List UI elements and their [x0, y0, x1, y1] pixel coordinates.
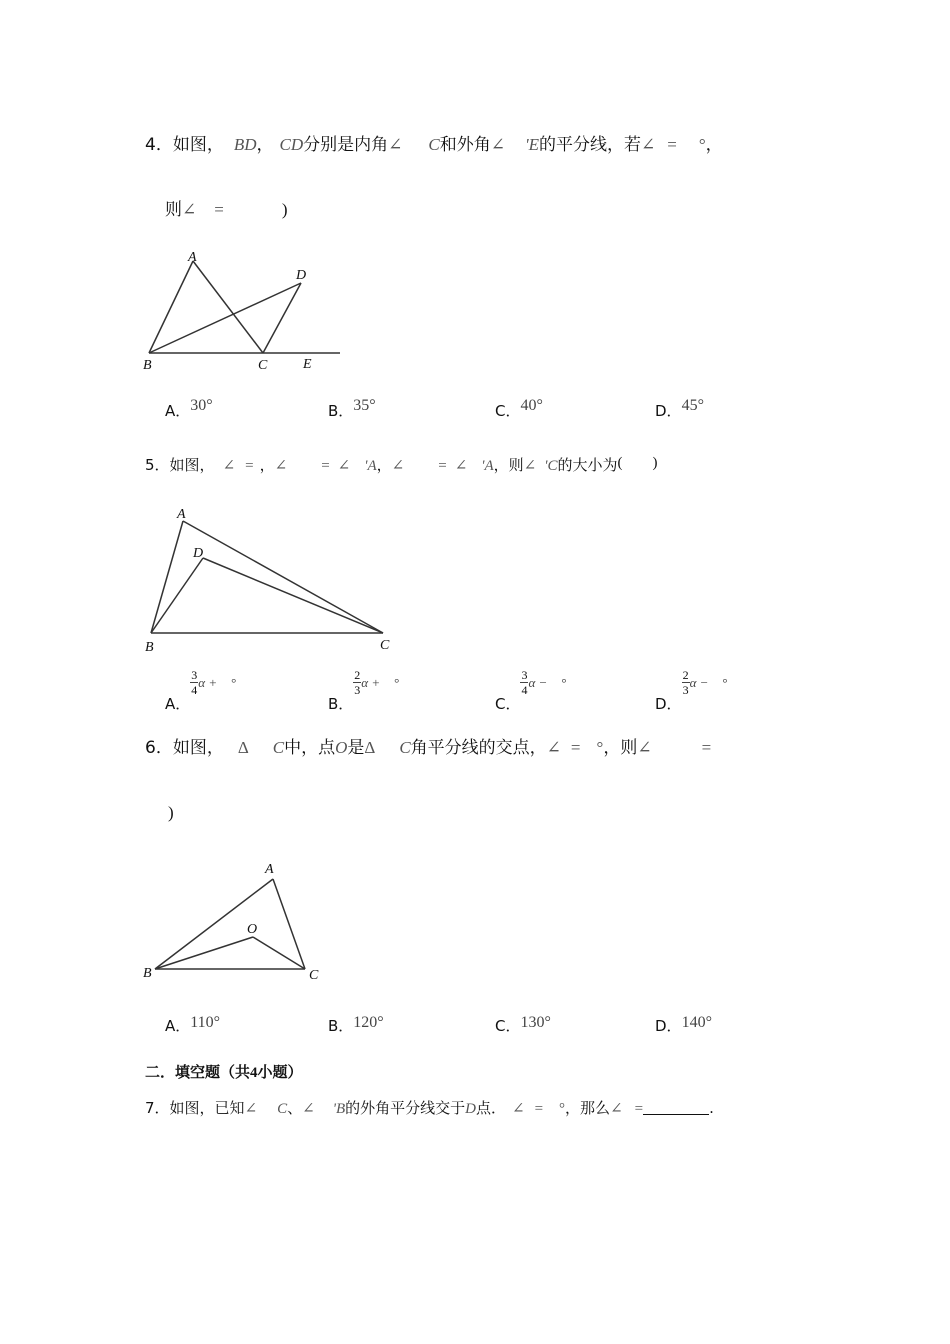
- q7-sep: 、: [287, 1099, 303, 1117]
- q5-option-d-frac: [682, 668, 690, 697]
- q5-number: 5．: [145, 456, 170, 474]
- q5-eq-3: =: [438, 458, 447, 474]
- q4-sep: ，: [256, 135, 274, 155]
- q4-text4: 的平分线，若: [539, 135, 641, 155]
- q5-option-c-den: 4: [521, 683, 528, 697]
- q4-option-a-value: 30°: [190, 397, 213, 414]
- q4-line-bd: [149, 283, 301, 353]
- q5-label-b: B: [145, 640, 154, 655]
- q5-text2: 的大小为: [557, 456, 618, 474]
- q5-option-c-label: C．: [495, 695, 521, 713]
- q5-option-a[interactable]: [165, 668, 236, 714]
- q4-option-c-label: C．: [495, 402, 521, 420]
- q4-option-b[interactable]: [328, 397, 376, 421]
- q6-option-b[interactable]: [328, 1015, 384, 1036]
- q6-stem-line1: [145, 733, 711, 758]
- q6-degree: °: [596, 738, 604, 757]
- q7-text2: 的外角平分线交于: [345, 1099, 466, 1117]
- q4-figure: [135, 245, 355, 375]
- q6-option-a[interactable]: [165, 1015, 220, 1036]
- q5-eq-1: =: [245, 458, 254, 474]
- q4-c: C: [428, 135, 440, 154]
- q6-option-d-label: D．: [655, 1017, 682, 1035]
- q5-comma-1: ，: [259, 456, 275, 474]
- q5-option-d-num: 2: [682, 668, 689, 682]
- q4-text2: 分别是内角: [303, 135, 389, 155]
- q4-option-a[interactable]: [165, 397, 213, 421]
- q5-angle-2: ∠: [274, 458, 288, 474]
- q6-option-c-value: 130°: [520, 1014, 551, 1031]
- q6-option-a-label: A．: [165, 1017, 191, 1035]
- q5-line-dc: [203, 558, 383, 633]
- q5-option-d-den: 3: [682, 683, 689, 697]
- q4-label-e: E: [303, 357, 312, 372]
- q6-stem-line2: [168, 803, 174, 823]
- q6-eq-2: =: [701, 738, 712, 757]
- q5-paren-open: (: [617, 455, 623, 471]
- q4-option-a-label: A．: [165, 402, 191, 420]
- q5-angle-4: ∠: [391, 458, 405, 474]
- q6-figure: [135, 855, 335, 985]
- q6-c-1: C: [272, 738, 285, 757]
- q6-delta-2: Δ: [364, 738, 376, 757]
- q4-equals: =: [667, 135, 677, 154]
- q5-option-b-deg: °: [394, 675, 400, 690]
- q6-line-bo: [155, 937, 253, 969]
- q6-angle-1: ∠: [546, 738, 561, 757]
- q4-text: 如图，: [172, 135, 224, 155]
- q6-then: ，则: [603, 738, 638, 758]
- q7-end: .: [709, 1099, 714, 1117]
- q5-label-d: D: [193, 546, 204, 561]
- q4-e: 'E: [524, 135, 539, 154]
- q4-cd: CD: [279, 135, 304, 154]
- q6-option-d-value: 140°: [681, 1014, 712, 1031]
- q4-degree: °: [698, 135, 706, 154]
- q5-option-a-num: 3: [191, 668, 198, 682]
- q6-text2: 中，点: [284, 738, 336, 758]
- q5-stem: [145, 454, 657, 475]
- q5-option-c[interactable]: [495, 668, 567, 714]
- q4-stem-line2: [165, 195, 288, 220]
- q5-option-a-deg: °: [231, 675, 237, 690]
- q6-text3: 是: [347, 738, 365, 758]
- q4-angle-symbol: ∠: [388, 135, 403, 154]
- q6-eq-1: =: [570, 738, 581, 757]
- q5-option-c-expr: α −: [528, 675, 548, 690]
- q4-option-d-value: 45°: [681, 397, 704, 414]
- q7-d: D: [465, 1101, 476, 1117]
- q7-text4: ，那么: [565, 1099, 611, 1117]
- q6-o: O: [335, 738, 348, 757]
- q4-label-b: B: [143, 358, 152, 373]
- q5-text: 如图，: [169, 456, 215, 474]
- q4-equals-2: =: [214, 200, 224, 219]
- q5-option-d[interactable]: [655, 668, 728, 714]
- section-fill-in-title: [145, 1061, 303, 1082]
- q7-degree: °: [559, 1101, 566, 1117]
- q4-comma: ，: [705, 135, 723, 155]
- q5-option-b-expr: α +: [361, 675, 381, 690]
- q5-a-ref-1: 'A: [364, 458, 377, 474]
- section-title-rest: 小题）: [257, 1063, 303, 1081]
- q6-option-c[interactable]: [495, 1015, 551, 1036]
- q5-then: ，则: [493, 456, 524, 474]
- q7-answer-blank[interactable]: [643, 1100, 709, 1115]
- q7-number: 7．: [145, 1099, 170, 1117]
- q7-eq-1: =: [534, 1101, 544, 1117]
- q6-text: 如图，: [172, 738, 224, 758]
- q4-stem-line1: [145, 130, 723, 155]
- q6-paren: ): [168, 803, 174, 822]
- q5-paren-close: ): [652, 455, 658, 471]
- section-title-text: 二．填空题（共: [145, 1063, 251, 1081]
- q7-angle-2: ∠: [302, 1101, 315, 1117]
- q7-c: C: [277, 1101, 288, 1117]
- q6-c-2: C: [399, 738, 411, 757]
- q4-text3: 和外角: [439, 135, 491, 155]
- q4-paren: ): [281, 200, 288, 219]
- q5-label-c: C: [380, 638, 390, 653]
- q5-option-a-den: 4: [191, 683, 198, 697]
- q6-number: 6．: [145, 738, 173, 758]
- q4-number: 4．: [145, 135, 173, 155]
- q6-option-b-value: 120°: [353, 1014, 384, 1031]
- q4-angle-symbol-4: ∠: [182, 200, 197, 219]
- q6-option-b-label: B．: [328, 1017, 354, 1035]
- q4-bd: BD: [233, 135, 257, 154]
- q4-label-c: C: [258, 358, 268, 373]
- q7-text3: 点．: [475, 1099, 506, 1117]
- q5-label-a: A: [177, 507, 186, 522]
- q4-then: 则: [165, 200, 182, 220]
- q5-line-ba: [151, 521, 183, 633]
- q4-label-a: A: [188, 250, 197, 265]
- q5-angle-1: ∠: [222, 458, 236, 474]
- q4-option-d-label: D．: [655, 402, 682, 420]
- q6-angle-2: ∠: [637, 738, 652, 757]
- q7-eq-2: =: [634, 1101, 644, 1117]
- q5-comma-2: ，: [376, 456, 392, 474]
- q4-line-cd: [263, 283, 301, 353]
- q4-angle-symbol-2: ∠: [490, 135, 505, 154]
- q6-label-b: B: [143, 966, 152, 981]
- q7-text: 如图，已知: [169, 1099, 245, 1117]
- q4-line-ac: [193, 261, 263, 353]
- q4-option-c[interactable]: [495, 397, 543, 421]
- q5-line-bd: [151, 558, 203, 633]
- q7-b: 'B: [332, 1101, 346, 1117]
- q6-label-c: C: [309, 968, 319, 983]
- q5-option-a-label: A．: [165, 695, 191, 713]
- q6-option-a-value: 110°: [190, 1014, 221, 1031]
- q7-angle-4: ∠: [610, 1101, 623, 1117]
- section-count: 4: [250, 1065, 258, 1081]
- q4-line-ba: [149, 261, 193, 353]
- q5-angle-5: ∠: [454, 458, 468, 474]
- q6-option-c-label: C．: [495, 1017, 521, 1035]
- q5-option-b-label: B．: [328, 695, 354, 713]
- q5-option-d-deg: °: [722, 675, 728, 690]
- q6-label-o: O: [247, 922, 258, 937]
- q4-option-b-value: 35°: [353, 397, 376, 414]
- q5-a-ref-2: 'A: [481, 458, 494, 474]
- q6-line-oc: [253, 937, 305, 969]
- q5-option-d-label: D．: [655, 695, 682, 713]
- q5-angle-3: ∠: [337, 458, 351, 474]
- q6-text4: 角平分线的交点，: [410, 738, 547, 758]
- q4-option-d[interactable]: [655, 397, 704, 421]
- q6-label-a: A: [265, 862, 274, 877]
- q5-option-b-num: 2: [354, 668, 361, 682]
- q6-option-d[interactable]: [655, 1015, 712, 1036]
- q6-delta-1: Δ: [237, 738, 249, 757]
- q4-option-c-value: 40°: [520, 397, 543, 414]
- q5-option-c-num: 3: [521, 668, 528, 682]
- q7-stem: [145, 1097, 714, 1118]
- q4-label-d: D: [296, 268, 307, 283]
- q7-angle-1: ∠: [244, 1101, 258, 1117]
- q4-option-b-label: B．: [328, 402, 354, 420]
- q5-eq-2: =: [321, 458, 330, 474]
- q4-angle-symbol-3: ∠: [641, 135, 656, 154]
- q5-option-c-deg: °: [561, 675, 567, 690]
- q5-angle-6: ∠: [523, 458, 537, 474]
- q5-line-ac: [183, 521, 383, 633]
- q5-option-b-den: 3: [354, 683, 361, 697]
- q5-option-b[interactable]: [328, 668, 399, 714]
- q7-angle-3: ∠: [512, 1101, 525, 1117]
- q5-option-a-expr: α +: [198, 675, 218, 690]
- q5-dc: 'C: [544, 458, 558, 474]
- q5-option-d-expr: α −: [689, 675, 709, 690]
- q5-figure: [135, 503, 400, 658]
- q6-line-ac: [273, 879, 305, 969]
